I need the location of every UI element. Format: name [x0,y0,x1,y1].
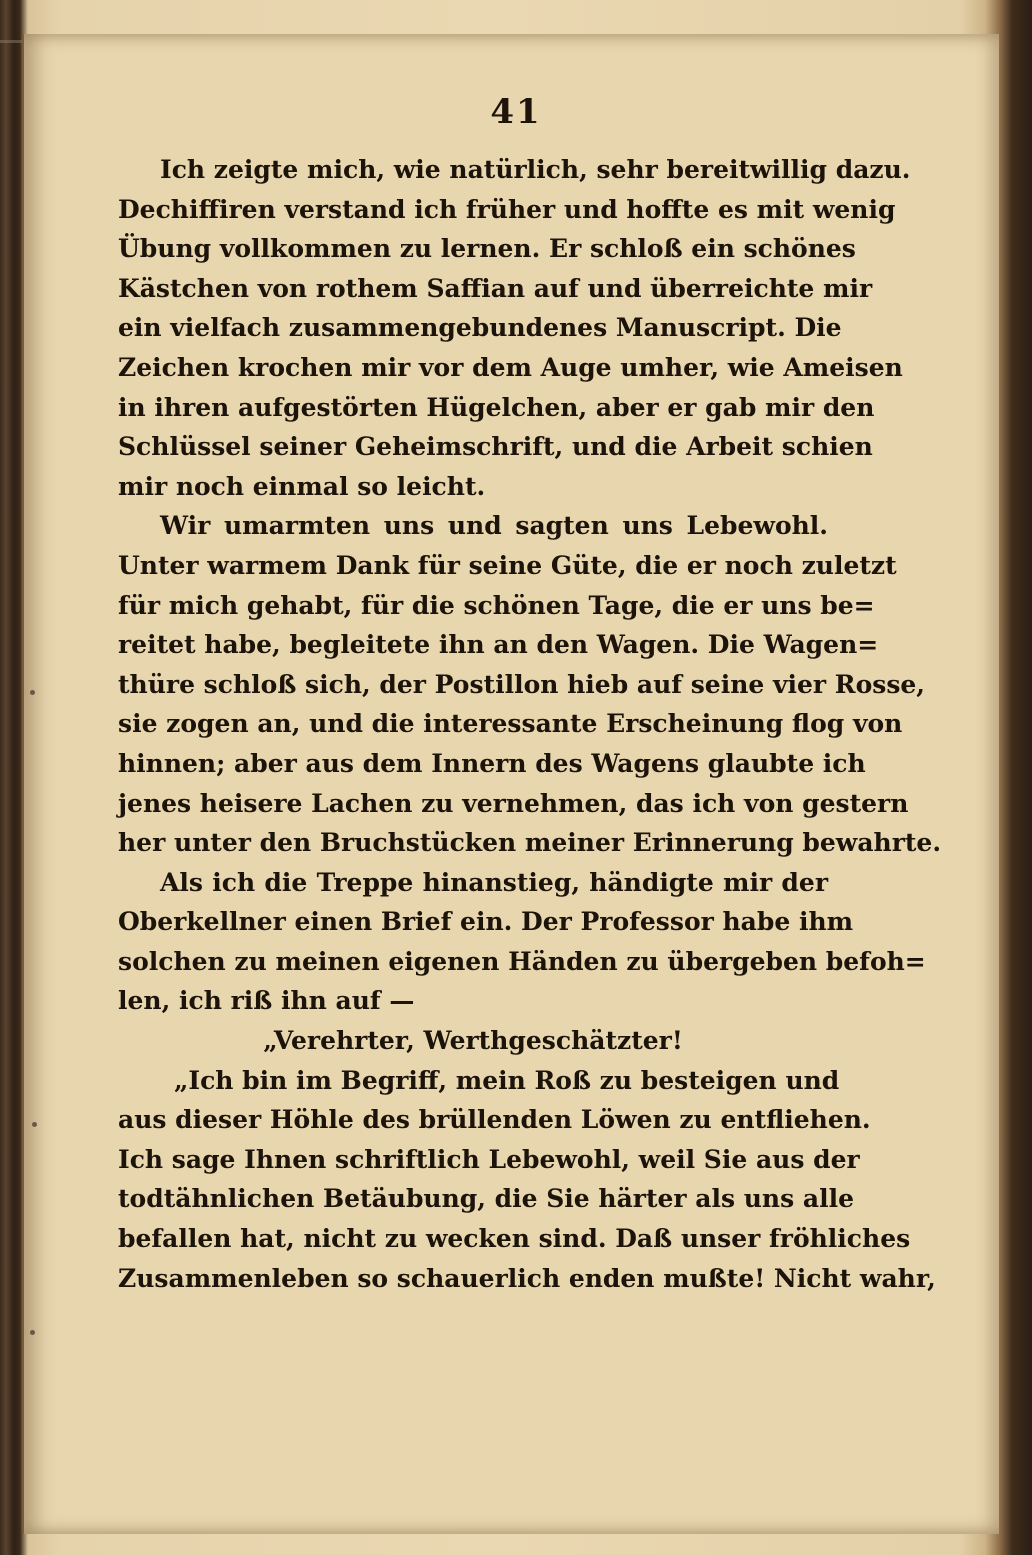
text-line: mir noch einmal so leicht. [118,471,486,501]
text-line: Übung vollkommen zu lernen. Er schloß ein schönes [118,234,856,264]
text-line: jenes heisere Lachen zu vernehmen, das ich von gestern [118,788,909,818]
text-line: befallen hat, nicht zu wecken sind. Daß unser fröhliches [118,1224,911,1254]
text-line: Ich sage Ihnen schriftlich Lebewohl, weil Sie aus der [118,1144,860,1174]
text-line: Dechiffiren verstand ich früher und hoffte es mit wenig [118,194,896,224]
text-line: her unter den Bruchstücken meiner Erinnerung bewahrte. [118,828,942,858]
body-text [118,150,942,1298]
page-number: 41 [490,92,542,132]
text-line: Unter warmem Dank für seine Güte, die er noch zuletzt [118,550,897,580]
text-line: Zusammenleben so schauerlich enden mußte! Nicht wahr, [118,1263,936,1293]
text-line: reitet habe, begleitete ihn an den Wagen. Die Wagen= [118,630,879,660]
text-line: Kästchen von rothem Saffian auf und überreichte mir [118,273,873,303]
text-line: in ihren aufgestörten Hügelchen, aber er gab mir den [118,392,875,422]
salutation-line: „Verehrter, Werthgeschätzter! [263,1026,683,1056]
text-line: solchen zu meinen eigenen Händen zu übergeben befoh= [118,946,926,976]
margin-mark [30,690,35,695]
text-line: todtähnlichen Betäubung, die Sie härter als uns alle [118,1184,854,1214]
text-line: Ich zeigte mich, wie natürlich, sehr bereitwillig dazu. [160,155,911,184]
text-line: Zeichen krochen mir vor dem Auge umher, wie Ameisen [118,352,903,382]
text-line: Als ich die Treppe hinanstieg, händigte mir der [160,867,828,897]
text-line: für mich gehabt, für die schönen Tage, die er uns be= [118,590,875,620]
text-line: thüre schloß sich, der Postillon hieb auf seine vier Rosse, [118,669,926,699]
text-line: hinnen; aber aus dem Innern des Wagens glaubte ich [118,748,866,778]
margin-mark [32,1122,37,1127]
text-line: „Ich bin im Begriff, mein Roß zu besteigen und [174,1065,840,1095]
text-line: aus dieser Höhle des brüllenden Löwen zu entfliehen. [118,1105,871,1135]
text-line: len, ich riß ihn auf — [118,986,415,1016]
text-line: ein vielfach zusammengebundenes Manuscript. Die [118,313,842,343]
text-line: sie zogen an, und die interessante Erscheinung flog von [118,709,903,739]
margin-mark [30,1330,35,1335]
text-line: Oberkellner einen Brief ein. Der Professor habe ihm [118,907,854,937]
text-line: Schlüssel seiner Geheimschrift, und die Arbeit schien [118,432,873,462]
text-line: Wir umarmten uns und sagten uns Lebewohl. [160,511,828,541]
